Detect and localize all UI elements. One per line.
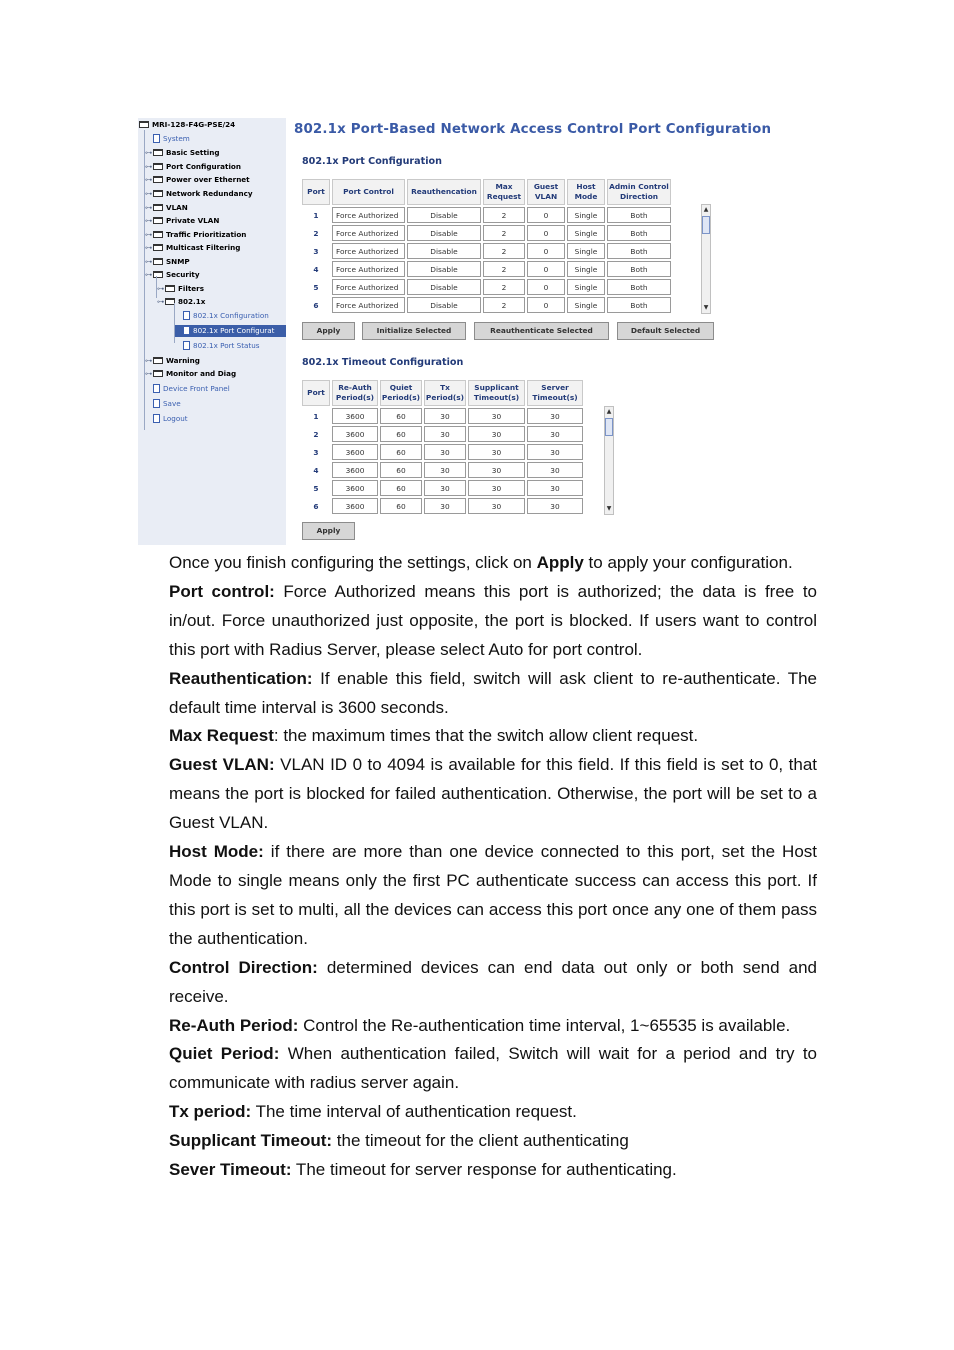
cell-field[interactable]: 30 bbox=[424, 426, 466, 442]
term-label: Supplicant Timeout: bbox=[169, 1131, 333, 1151]
doc-paragraph bbox=[169, 578, 817, 665]
port-number: 6 bbox=[313, 501, 319, 511]
cell-field[interactable]: Single bbox=[567, 207, 605, 223]
cell-field[interactable]: 3600 bbox=[332, 426, 378, 442]
cell-field[interactable]: Both bbox=[607, 207, 671, 223]
nav-item-label: 802.1x Configuration bbox=[193, 311, 269, 320]
cell-field[interactable]: 0 bbox=[527, 225, 565, 241]
nav-item-label: Traffic Prioritization bbox=[166, 230, 247, 239]
expand-icon[interactable]: ⊶ bbox=[145, 216, 153, 225]
scroll-up-icon[interactable]: ▲ bbox=[703, 206, 709, 213]
column-header: Guest VLAN bbox=[527, 179, 565, 205]
cell-field[interactable]: Disable bbox=[407, 243, 481, 259]
column-header: Host Mode bbox=[567, 179, 605, 205]
cell-field[interactable]: 0 bbox=[527, 279, 565, 295]
column-header: Max Request bbox=[483, 179, 525, 205]
cell-field[interactable]: 30 bbox=[468, 426, 525, 442]
column-header: Port Control bbox=[332, 179, 405, 205]
page-icon bbox=[153, 134, 160, 143]
nav-item-label: SNMP bbox=[166, 257, 190, 266]
scroll-thumb[interactable] bbox=[605, 418, 613, 436]
cell-field[interactable]: Single bbox=[567, 297, 605, 313]
cell-field[interactable]: Single bbox=[567, 279, 605, 295]
term-label: Reauthentication: bbox=[169, 668, 313, 688]
doc-paragraph bbox=[169, 1098, 817, 1127]
cell-field[interactable]: 30 bbox=[527, 498, 583, 514]
expand-icon[interactable]: ⊶ bbox=[145, 203, 153, 212]
cell-field[interactable]: 3600 bbox=[332, 444, 378, 460]
expand-icon[interactable]: ⊶ bbox=[145, 356, 153, 365]
nav-item[interactable] bbox=[145, 269, 200, 281]
nav-item[interactable] bbox=[145, 242, 240, 254]
column-header: Admin Control Direction bbox=[607, 179, 671, 205]
scroll-up-icon[interactable]: ▲ bbox=[606, 408, 612, 415]
cell-field[interactable]: 30 bbox=[424, 444, 466, 460]
cell-field[interactable]: 30 bbox=[424, 498, 466, 514]
page-icon bbox=[183, 326, 190, 335]
default-selected-button[interactable]: Default Selected bbox=[617, 322, 714, 340]
nav-item-label: Logout bbox=[163, 414, 188, 423]
nav-item-label: Monitor and Diag bbox=[166, 369, 237, 378]
nav-item-label: Filters bbox=[178, 284, 204, 293]
nav-item[interactable] bbox=[145, 161, 241, 173]
port-number: 4 bbox=[313, 264, 319, 274]
table-row bbox=[302, 225, 671, 241]
nav-item[interactable] bbox=[145, 398, 181, 410]
nav-item[interactable] bbox=[145, 174, 250, 186]
expand-icon[interactable]: ⊶ bbox=[145, 148, 153, 157]
cell-field[interactable]: 60 bbox=[380, 480, 422, 496]
cell-field[interactable]: Both bbox=[607, 261, 671, 277]
cell-field[interactable]: 3600 bbox=[332, 480, 378, 496]
term-label: Tx period: bbox=[169, 1102, 252, 1122]
cell-field[interactable]: Force Authorized bbox=[332, 261, 405, 277]
nav-item[interactable] bbox=[145, 215, 219, 227]
cell-field[interactable]: 0 bbox=[527, 207, 565, 223]
paragraph-text: VLAN ID 0 to 4094 is available for this field. If this field is set to 0, that means the port is blocked for failed authentication. Otherwise, the port will be set to a Guest VLAN. bbox=[169, 755, 818, 833]
folder-icon bbox=[153, 190, 163, 197]
cell-field[interactable]: 60 bbox=[380, 498, 422, 514]
nav-item[interactable] bbox=[145, 147, 219, 159]
cell-field[interactable]: Disable bbox=[407, 279, 481, 295]
cell-field[interactable]: 2 bbox=[483, 261, 525, 277]
doc-paragraph bbox=[169, 1012, 817, 1041]
cell-field[interactable]: 60 bbox=[380, 408, 422, 424]
nav-item-label: System bbox=[163, 134, 190, 143]
nav-item[interactable] bbox=[157, 283, 204, 295]
folder-icon bbox=[153, 163, 163, 170]
nav-item-label: 802.1x bbox=[178, 297, 206, 306]
scroll-down-icon[interactable]: ▼ bbox=[703, 304, 709, 311]
doc-paragraph bbox=[169, 665, 817, 723]
table-row bbox=[302, 462, 583, 478]
folder-icon bbox=[153, 204, 163, 211]
nav-item-label: Network Redundancy bbox=[166, 189, 253, 198]
nav-item[interactable] bbox=[145, 229, 246, 241]
cell-field[interactable]: Force Authorized bbox=[332, 243, 405, 259]
nav-item[interactable] bbox=[175, 310, 269, 322]
paragraph-text: the timeout for the client authenticating bbox=[332, 1131, 629, 1151]
cell-field[interactable]: 3600 bbox=[332, 462, 378, 478]
expand-icon[interactable]: ⊶ bbox=[145, 369, 153, 378]
cell-field[interactable]: 60 bbox=[380, 462, 422, 478]
cell-field[interactable]: 30 bbox=[468, 444, 525, 460]
nav-tree bbox=[138, 118, 286, 545]
port-number: 6 bbox=[313, 300, 319, 310]
table-row bbox=[302, 480, 583, 496]
nav-item-label: 802.1x Port Status bbox=[193, 341, 260, 350]
port-number: 2 bbox=[313, 429, 319, 439]
nav-item[interactable] bbox=[139, 119, 235, 131]
nav-item[interactable] bbox=[175, 340, 260, 352]
folder-icon bbox=[153, 271, 163, 278]
tree-line bbox=[156, 276, 157, 298]
column-header: Supplicant Timeout(s) bbox=[468, 380, 525, 406]
folder-icon bbox=[153, 370, 163, 377]
doc-paragraph bbox=[169, 1156, 817, 1185]
table-row bbox=[302, 408, 583, 424]
doc-paragraph bbox=[169, 954, 817, 1012]
term-label: Re-Auth Period: bbox=[169, 1015, 299, 1035]
cell-field[interactable]: Disable bbox=[407, 207, 481, 223]
expand-icon[interactable]: ⊶ bbox=[145, 257, 153, 266]
expand-icon[interactable]: ⊶ bbox=[145, 270, 153, 279]
folder-icon bbox=[139, 121, 149, 128]
timeout-apply-button[interactable]: Apply bbox=[302, 522, 355, 540]
folder-icon bbox=[153, 149, 163, 156]
column-header: Port bbox=[302, 380, 330, 406]
cell-field[interactable]: 60 bbox=[380, 444, 422, 460]
nav-item-label: VLAN bbox=[166, 203, 188, 212]
cell-field[interactable]: 30 bbox=[527, 408, 583, 424]
port-number: 1 bbox=[313, 411, 319, 421]
nav-item[interactable] bbox=[145, 413, 188, 425]
doc-paragraph bbox=[169, 549, 817, 578]
cell-field[interactable]: Force Authorized bbox=[332, 225, 405, 241]
cell-field[interactable]: 2 bbox=[483, 243, 525, 259]
expand-icon[interactable]: ⊶ bbox=[145, 175, 153, 184]
table-row bbox=[302, 297, 671, 313]
paragraph-text: Once you finish configuring the settings, click on bbox=[169, 553, 537, 572]
scroll-thumb[interactable] bbox=[702, 216, 710, 234]
paragraph-text: The time interval of authentication request. bbox=[251, 1102, 577, 1122]
table-row bbox=[302, 426, 583, 442]
apply-button[interactable]: Apply bbox=[302, 322, 355, 340]
cell-field[interactable]: 30 bbox=[527, 444, 583, 460]
cell-field[interactable]: 2 bbox=[483, 207, 525, 223]
paragraph-text: The timeout for server response for authenticating. bbox=[291, 1160, 677, 1180]
folder-icon bbox=[153, 357, 163, 364]
term-label: Port control: bbox=[169, 581, 275, 601]
nav-item-label: Private VLAN bbox=[166, 216, 220, 225]
page-icon bbox=[153, 384, 160, 393]
folder-icon bbox=[153, 258, 163, 265]
cell-field[interactable]: Disable bbox=[407, 225, 481, 241]
expand-icon[interactable]: ⊶ bbox=[157, 284, 165, 293]
screenshot bbox=[138, 118, 818, 545]
nav-item[interactable] bbox=[175, 325, 286, 337]
doc-paragraph bbox=[169, 722, 817, 751]
folder-icon bbox=[153, 217, 163, 224]
page-title: 802.1x Port-Based Network Access Control Port Configuration bbox=[294, 122, 772, 137]
cell-field[interactable]: Disable bbox=[407, 297, 481, 313]
folder-icon bbox=[153, 176, 163, 183]
doc-paragraph bbox=[169, 1127, 817, 1156]
cell-field[interactable]: Single bbox=[567, 261, 605, 277]
nav-item-label: Device Front Panel bbox=[163, 384, 230, 393]
nav-item-label: Power over Ethernet bbox=[166, 175, 250, 184]
port-number: 3 bbox=[313, 246, 319, 256]
cell-field[interactable]: 30 bbox=[468, 498, 525, 514]
term-label: Sever Timeout: bbox=[169, 1160, 292, 1180]
nav-item[interactable] bbox=[157, 296, 205, 308]
term-label: Control Direction: bbox=[169, 957, 318, 977]
table-row bbox=[302, 498, 583, 514]
folder-icon bbox=[165, 285, 175, 292]
table-row bbox=[302, 444, 583, 460]
port-number: 4 bbox=[313, 465, 319, 475]
table-row bbox=[302, 261, 671, 277]
cell-field[interactable]: 30 bbox=[468, 462, 525, 478]
cell-field[interactable]: 30 bbox=[468, 408, 525, 424]
cell-field[interactable]: Both bbox=[607, 243, 671, 259]
column-header: Server Timeout(s) bbox=[527, 380, 583, 406]
cell-field[interactable]: Force Authorized bbox=[332, 279, 405, 295]
folder-icon bbox=[153, 244, 163, 251]
nav-item-label: Multicast Filtering bbox=[166, 243, 241, 252]
term-label: Apply bbox=[536, 553, 584, 572]
nav-item-label: Save bbox=[163, 399, 181, 408]
nav-item-label: 802.1x Port Configurat bbox=[193, 326, 275, 335]
paragraph-text: if there are more than one device connected to this port, set the Host Mode to single means only the first PC authenticate success can access this port. If this port is set to multi, all the devices can access this port once any one of them pass the authentication. bbox=[169, 842, 818, 948]
cell-field[interactable]: 60 bbox=[380, 426, 422, 442]
cell-field[interactable]: 2 bbox=[483, 297, 525, 313]
doc-paragraph bbox=[169, 1040, 817, 1098]
expand-icon[interactable]: ⊶ bbox=[145, 162, 153, 171]
column-header: Port bbox=[302, 179, 330, 205]
doc-paragraph bbox=[169, 838, 817, 954]
folder-icon bbox=[153, 231, 163, 238]
timeout-config-title: 802.1x Timeout Configuration bbox=[302, 357, 464, 368]
port-number: 2 bbox=[313, 228, 319, 238]
nav-item-label: Warning bbox=[166, 356, 200, 365]
nav-item[interactable] bbox=[145, 256, 190, 268]
column-header: Reauthencation bbox=[407, 179, 481, 205]
timeout-config-table bbox=[300, 378, 585, 516]
port-number: 1 bbox=[313, 210, 319, 220]
port-config-scrollbar[interactable] bbox=[701, 204, 711, 314]
nav-item[interactable] bbox=[145, 133, 190, 145]
cell-field[interactable]: Both bbox=[607, 225, 671, 241]
page-icon bbox=[153, 414, 160, 423]
paragraph-text: If enable this field, switch will ask client to re-authenticate. The default time interval is 3600 seconds. bbox=[169, 668, 817, 717]
table-row bbox=[302, 243, 671, 259]
cell-field[interactable]: Single bbox=[567, 225, 605, 241]
nav-item[interactable] bbox=[145, 368, 236, 380]
cell-field[interactable]: Force Authorized bbox=[332, 297, 405, 313]
cell-field[interactable]: 2 bbox=[483, 279, 525, 295]
cell-field[interactable]: 30 bbox=[527, 462, 583, 478]
expand-icon[interactable]: ⊶ bbox=[145, 189, 153, 198]
page-icon bbox=[183, 341, 190, 350]
reauthenticate-selected-button[interactable]: Reauthenticate Selected bbox=[474, 322, 609, 340]
paragraph-text: Force Authorized means this port is authorized; the data is free to in/out. Force unauthorized just opposite, the port is blocked. If users want to control this port with Radius Server, please select Auto for port control. bbox=[169, 581, 817, 659]
expand-icon[interactable]: ⊶ bbox=[145, 230, 153, 239]
term-label: Host Mode: bbox=[169, 842, 264, 862]
scroll-down-icon[interactable]: ▼ bbox=[606, 505, 612, 512]
cell-field[interactable]: 30 bbox=[424, 480, 466, 496]
nav-item-label: MRI-128-F4G-PSE/24 bbox=[152, 120, 236, 129]
cell-field[interactable]: 30 bbox=[527, 426, 583, 442]
term-label: Guest VLAN: bbox=[169, 755, 275, 775]
paragraph-text: : the maximum times that the switch allow client request. bbox=[273, 726, 699, 746]
cell-field[interactable]: 0 bbox=[527, 243, 565, 259]
cell-field[interactable]: Both bbox=[607, 279, 671, 295]
expand-icon[interactable]: ⊶ bbox=[145, 243, 153, 252]
doc-paragraph bbox=[169, 751, 817, 838]
cell-field[interactable]: 0 bbox=[527, 297, 565, 313]
timeout-config-scrollbar[interactable] bbox=[604, 406, 614, 515]
column-header: Tx Period(s) bbox=[424, 380, 466, 406]
nav-item[interactable] bbox=[145, 202, 188, 214]
paragraph-text: determined devices can end data out only or both send and receive. bbox=[169, 957, 817, 1006]
tree-line bbox=[144, 130, 145, 430]
cell-field[interactable]: 2 bbox=[483, 225, 525, 241]
port-number: 5 bbox=[313, 282, 319, 292]
column-header: Re-Auth Period(s) bbox=[332, 380, 378, 406]
page-icon bbox=[183, 311, 190, 320]
nav-item-label: Port Configuration bbox=[166, 162, 241, 171]
table-row bbox=[302, 207, 671, 223]
cell-field[interactable]: 30 bbox=[527, 480, 583, 496]
nav-item[interactable] bbox=[145, 355, 200, 367]
cell-field[interactable]: 3600 bbox=[332, 498, 378, 514]
term-label: Max Request bbox=[169, 726, 274, 746]
cell-field[interactable]: Force Authorized bbox=[332, 207, 405, 223]
cell-field[interactable]: 30 bbox=[424, 462, 466, 478]
port-number: 3 bbox=[313, 447, 319, 457]
cell-field[interactable]: 3600 bbox=[332, 408, 378, 424]
paragraph-text: to apply your configuration. bbox=[583, 553, 793, 572]
initialize-selected-button[interactable]: Initialize Selected bbox=[362, 322, 466, 340]
expand-icon[interactable]: ⊶ bbox=[157, 297, 165, 306]
doc-body bbox=[169, 549, 817, 1185]
table-row bbox=[302, 279, 671, 295]
term-label: Quiet Period: bbox=[169, 1044, 280, 1064]
tree-line bbox=[174, 303, 175, 343]
nav-item[interactable] bbox=[145, 383, 230, 395]
cell-field[interactable]: 0 bbox=[527, 261, 565, 277]
cell-field[interactable]: 30 bbox=[424, 408, 466, 424]
cell-field[interactable]: Both bbox=[607, 297, 671, 313]
port-config-title: 802.1x Port Configuration bbox=[302, 156, 442, 167]
cell-field[interactable]: Disable bbox=[407, 261, 481, 277]
nav-item-label: Basic Setting bbox=[166, 148, 220, 157]
column-header: Quiet Period(s) bbox=[380, 380, 422, 406]
page-icon bbox=[153, 399, 160, 408]
cell-field[interactable]: Single bbox=[567, 243, 605, 259]
nav-item[interactable] bbox=[145, 188, 253, 200]
paragraph-text: When authentication failed, Switch will wait for a period and try to communicate with radius server again. bbox=[169, 1044, 817, 1093]
cell-field[interactable]: 30 bbox=[468, 480, 525, 496]
port-number: 5 bbox=[313, 483, 319, 493]
port-config-table bbox=[300, 177, 673, 315]
paragraph-text: Control the Re-authentication time interval, 1~65535 is available. bbox=[298, 1015, 791, 1035]
nav-item-label: Security bbox=[166, 270, 200, 279]
